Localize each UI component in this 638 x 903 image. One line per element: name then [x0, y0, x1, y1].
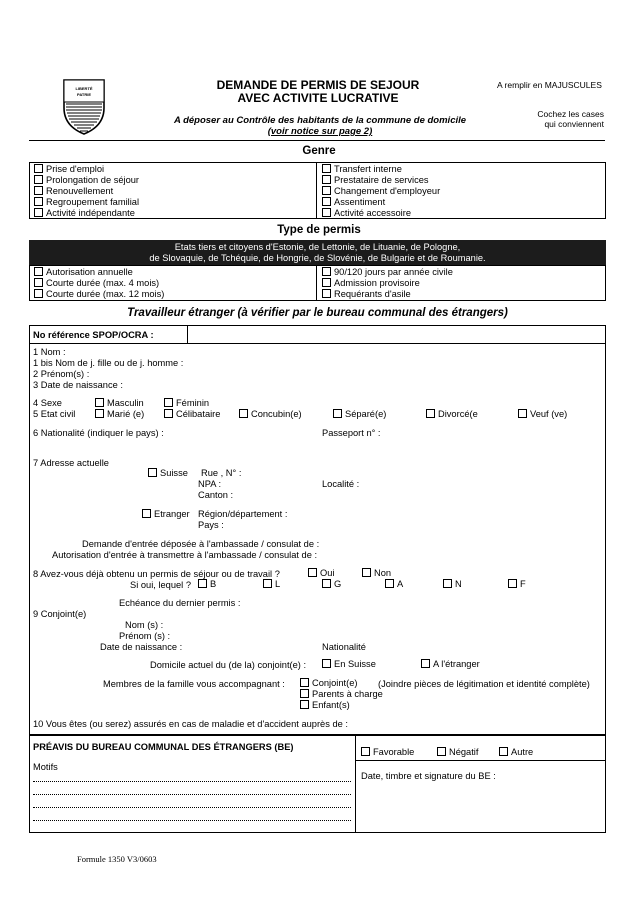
- checkbox[interactable]: [518, 409, 527, 418]
- preavis-choice-divider: [355, 760, 606, 761]
- checkbox[interactable]: [198, 579, 207, 588]
- checkbox[interactable]: [322, 579, 331, 588]
- motifs-line[interactable]: [33, 820, 351, 821]
- preavis-vdivider: [355, 735, 356, 833]
- adresse-suisse[interactable]: Suisse: [148, 468, 188, 479]
- conjoint-label: 9 Conjoint(e): [33, 609, 87, 619]
- checkbox[interactable]: [34, 208, 43, 217]
- bis-nom-label: 1 bis Nom de j. fille ou de j. homme :: [33, 358, 184, 368]
- etat-concubin[interactable]: Concubin(e): [239, 409, 302, 420]
- genre-assentiment[interactable]: Assentiment: [322, 197, 385, 208]
- preavis-heading: PRÉAVIS DU BUREAU COMMUNAL DES ÉTRANGERS (BE): [33, 742, 294, 752]
- checkbox[interactable]: [142, 509, 151, 518]
- checkbox[interactable]: [426, 409, 435, 418]
- checkbox[interactable]: [34, 289, 43, 298]
- reference-input[interactable]: [190, 327, 603, 341]
- checkbox[interactable]: [443, 579, 452, 588]
- permis-f[interactable]: F: [508, 579, 526, 590]
- check-note-line1: Cochez les cases: [537, 109, 604, 119]
- permis-admission[interactable]: Admission provisoire: [322, 278, 420, 289]
- checkbox[interactable]: [148, 468, 157, 477]
- checkbox[interactable]: [300, 700, 309, 709]
- checkbox[interactable]: [361, 747, 370, 756]
- domicile-a-etranger[interactable]: A l'étranger: [421, 659, 480, 670]
- checkbox[interactable]: [34, 164, 43, 173]
- adresse-etranger[interactable]: Etranger: [142, 509, 190, 520]
- genre-renouvellement[interactable]: Renouvellement: [34, 186, 113, 197]
- checkbox[interactable]: [322, 175, 331, 184]
- checkbox[interactable]: [34, 267, 43, 276]
- checkbox[interactable]: [322, 267, 331, 276]
- membre-conjoint[interactable]: Conjoint(e): [300, 678, 357, 689]
- nationalite-label: 6 Nationalité (indiquer le pays) :: [33, 428, 164, 438]
- checkbox[interactable]: [95, 398, 104, 407]
- naissance-label: 3 Date de naissance :: [33, 380, 123, 390]
- checkbox[interactable]: [385, 579, 394, 588]
- pays-label: Pays :: [198, 520, 224, 530]
- genre-prolongation[interactable]: Prolongation de séjour: [34, 175, 139, 186]
- form-title-line1: DEMANDE DE PERMIS DE SEJOUR: [216, 78, 420, 92]
- checkbox[interactable]: [95, 409, 104, 418]
- permis-g[interactable]: G: [322, 579, 341, 590]
- domicile-en-suisse[interactable]: En Suisse: [322, 659, 376, 670]
- ref-row-divider: [29, 343, 606, 344]
- assurance-label: 10 Vous êtes (ou serez) assurés en cas de maladie et d'accident auprès de :: [33, 719, 348, 729]
- checkbox[interactable]: [322, 164, 331, 173]
- echeance-label: Echéance du dernier permis :: [119, 598, 241, 608]
- type-permis-divider: [316, 265, 317, 301]
- permis-n[interactable]: N: [443, 579, 462, 590]
- checkbox[interactable]: [322, 186, 331, 195]
- checkbox[interactable]: [34, 186, 43, 195]
- genre-divider: [316, 162, 317, 219]
- checkbox[interactable]: [239, 409, 248, 418]
- checkbox[interactable]: [300, 678, 309, 687]
- etat-civil-label: 5 Etat civil: [33, 409, 76, 419]
- lequel-label: Si oui, lequel ?: [130, 580, 191, 590]
- checkbox[interactable]: [322, 278, 331, 287]
- etat-divorce[interactable]: Divorcé(e: [426, 409, 478, 420]
- genre-changement[interactable]: Changement d'employeur: [322, 186, 440, 197]
- etat-separe[interactable]: Séparé(e): [333, 409, 386, 420]
- checkbox[interactable]: [322, 659, 331, 668]
- checkbox[interactable]: [34, 197, 43, 206]
- date-signature-label: Date, timbre et signature du BE :: [361, 771, 496, 781]
- genre-transfert[interactable]: Transfert interne: [322, 164, 402, 175]
- permis-b[interactable]: B: [198, 579, 216, 590]
- checkbox[interactable]: [322, 197, 331, 206]
- conjoint-nationalite-label: Nationalité: [322, 642, 366, 652]
- autorisation-entree-label: Autorisation d'entrée à transmettre à l'ambassade / consulat de :: [52, 550, 318, 560]
- form-subtitle-line2: (voir notice sur page 2): [267, 126, 373, 137]
- npa-label: NPA :: [198, 479, 222, 489]
- motifs-line[interactable]: [33, 781, 351, 782]
- check-note-line2: qui conviennent: [544, 119, 604, 129]
- checkbox[interactable]: [308, 568, 317, 577]
- logo-text-bottom: PATRIE: [76, 92, 92, 97]
- canton-label: Canton :: [198, 490, 234, 500]
- checkbox[interactable]: [508, 579, 517, 588]
- rue-label: Rue , N° :: [201, 468, 242, 478]
- preavis-autre[interactable]: Autre: [499, 747, 533, 758]
- permis-courte-4[interactable]: Courte durée (max. 4 mois): [34, 278, 159, 289]
- logo-text-top: LIBERTÉ: [75, 86, 93, 91]
- conjoint-naissance-label: Date de naissance :: [100, 642, 183, 652]
- genre-regroupement[interactable]: Regroupement familial: [34, 197, 139, 208]
- passeport-label: Passeport n° :: [322, 428, 381, 438]
- preavis-negatif[interactable]: Négatif: [437, 747, 478, 758]
- motifs-line[interactable]: [33, 807, 351, 808]
- prenom-label: 2 Prénom(s) :: [33, 369, 90, 379]
- checkbox[interactable]: [437, 747, 446, 756]
- conjoint-prenom-label: Prénom (s) :: [119, 631, 171, 641]
- etat-celibataire[interactable]: Célibataire: [164, 409, 220, 420]
- permis-a[interactable]: A: [385, 579, 403, 590]
- type-permis-heading: Type de permis: [277, 224, 361, 236]
- demande-entree-label: Demande d'entrée déposée à l'ambassade / consulat de :: [82, 539, 320, 549]
- checkbox[interactable]: [421, 659, 430, 668]
- membre-enfants[interactable]: Enfant(s): [300, 700, 350, 711]
- membres-famille-label: Membres de la famille vous accompagnant :: [103, 679, 285, 689]
- checkbox[interactable]: [300, 689, 309, 698]
- form-title-line2: AVEC ACTIVITE LUCRATIVE: [237, 91, 399, 105]
- conjoint-nom-label: Nom (s) :: [125, 620, 164, 630]
- membre-parents[interactable]: Parents à charge: [300, 689, 383, 700]
- permis-courte-12[interactable]: Courte durée (max. 12 mois): [34, 289, 164, 300]
- checkbox[interactable]: [322, 208, 331, 217]
- preavis-favorable[interactable]: Favorable: [361, 747, 414, 758]
- banner-line1: Etats tiers et citoyens d'Estonie, de Lettonie, de Lituanie, de Pologne,: [174, 242, 461, 252]
- etat-marie[interactable]: Marié (e): [95, 409, 144, 420]
- reference-label: No référence SPOP/OCRA :: [33, 330, 154, 340]
- capitals-note: A remplir en MAJUSCULES: [497, 80, 602, 90]
- checkbox[interactable]: [34, 175, 43, 184]
- header-divider: [29, 140, 605, 141]
- motifs-label: Motifs: [33, 762, 58, 772]
- localite-label: Localité :: [322, 479, 360, 489]
- checkbox[interactable]: [499, 747, 508, 756]
- etat-veuf[interactable]: Veuf (ve): [518, 409, 567, 420]
- motifs-line[interactable]: [33, 794, 351, 795]
- genre-independante[interactable]: Activité indépendante: [34, 208, 135, 219]
- checkbox[interactable]: [164, 409, 173, 418]
- membre-note: (Joindre pièces de légitimation et identité complète): [378, 679, 590, 689]
- permis-l[interactable]: L: [263, 579, 280, 590]
- sexe-feminin[interactable]: Féminin: [164, 398, 209, 409]
- region-label: Région/département :: [198, 509, 288, 519]
- genre-accessoire[interactable]: Activité accessoire: [322, 208, 411, 219]
- checkbox[interactable]: [263, 579, 272, 588]
- permis-anterieur-label: 8 Avez-vous déjà obtenu un permis de séjour ou de travail ?: [33, 569, 280, 579]
- adresse-label: 7 Adresse actuelle: [33, 458, 109, 468]
- permis-anterieur-non[interactable]: Non: [362, 568, 391, 579]
- travailleur-heading: Travailleur étranger (à vérifier par le bureau communal des étrangers): [127, 307, 508, 319]
- permis-asile[interactable]: Requérants d'asile: [322, 289, 411, 300]
- permis-anterieur-oui[interactable]: Oui: [308, 568, 334, 579]
- checkbox[interactable]: [333, 409, 342, 418]
- permis-annuelle[interactable]: Autorisation annuelle: [34, 267, 133, 278]
- form-subtitle-line1: A déposer au Contrôle des habitants de la commune de domicile: [173, 115, 467, 126]
- genre-prestataire[interactable]: Prestataire de services: [322, 175, 429, 186]
- banner-line2: de Slovaquie, de Tchéquie, de Hongrie, de Slovénie, de Bulgarie et de Roumanie.: [149, 253, 486, 263]
- ref-row-vdivider: [187, 325, 188, 343]
- genre-prise-emploi[interactable]: Prise d'emploi: [34, 164, 104, 175]
- genre-heading: Genre: [302, 145, 336, 157]
- permis-90-120[interactable]: 90/120 jours par année civile: [322, 267, 453, 278]
- checkbox[interactable]: [322, 289, 331, 298]
- nom-label: 1 Nom :: [33, 347, 66, 357]
- cantonal-coat-of-arms: [62, 78, 106, 136]
- sexe-masculin[interactable]: Masculin: [95, 398, 144, 409]
- checkbox[interactable]: [34, 278, 43, 287]
- sexe-label: 4 Sexe: [33, 398, 62, 408]
- form-number: Formule 1350 V3/0603: [77, 854, 157, 864]
- domicile-conjoint-label: Domicile actuel du (de la) conjoint(e) :: [150, 660, 307, 670]
- checkbox[interactable]: [164, 398, 173, 407]
- checkbox[interactable]: [362, 568, 371, 577]
